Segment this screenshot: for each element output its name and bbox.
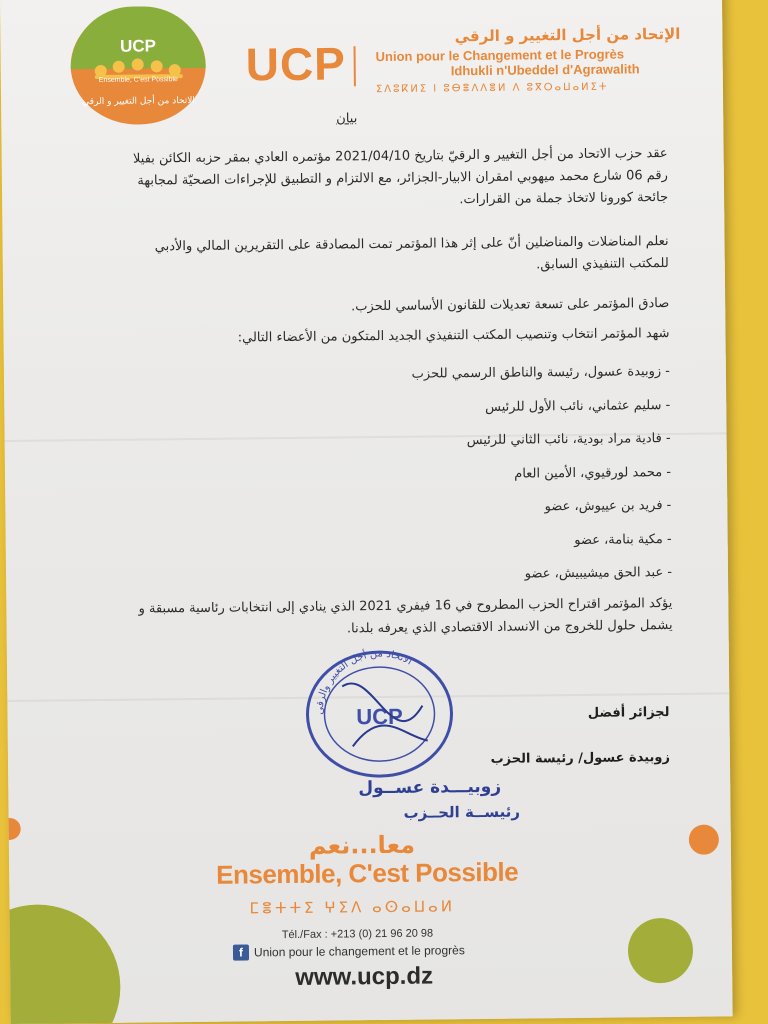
- green-circle-decoration: [0, 904, 121, 1024]
- org-name-french: Union pour le Changement et le Progrès: [375, 46, 625, 65]
- footer-phone: Tél./Fax : +213 (0) 21 96 20 98: [281, 927, 434, 942]
- orange-dot-decoration: [689, 825, 719, 855]
- footer-website[interactable]: www.ucp.dz: [295, 962, 434, 991]
- paragraph-1: [133, 143, 668, 215]
- org-name-kabyle: Idhukli n'Ubeddel d'Agrawalith: [450, 61, 640, 79]
- org-name-arabic: الإتحاد من أجل التغيير و الرقي: [454, 24, 681, 46]
- text-line: رقم 06 شارع محمد ميهوبي امقران الابيار-الجزائر، مع الالتزام و التطبيق للإجراءات الصحيّة لمجابهة: [137, 168, 668, 189]
- paragraph-4: شهد المؤتمر انتخاب وتنصيب المكتب التنفيذي الجديد المتكون من الأعضاء التالي:: [237, 326, 670, 346]
- list-item: - فريد بن عييوش، عضو: [544, 497, 672, 515]
- logo-people-icon: [70, 6, 206, 125]
- logo-motto: Ensemble, C'est Possible: [98, 76, 178, 84]
- text-line: عقد حزب الاتحاد من أجل التغيير و الرقيّ بتاريخ 2021/04/10 مؤتمره العادي بمقر حزبه الكائن بفيلا: [132, 146, 668, 167]
- official-stamp: [302, 645, 458, 782]
- footer-slogan-tifinagh: ⵎⴻⵜⵜⵉ ⵖⵉⴷ ⴰⵙⴰⵡⴰⵍ: [249, 897, 456, 918]
- orange-dot-decoration: [0, 818, 21, 840]
- list-item: - مكية بنامة، عضو: [574, 531, 672, 548]
- brand-divider: [354, 46, 356, 86]
- list-item: - فادية مراد بودية، نائب الثاني للرئيس: [466, 431, 671, 449]
- closing-line: لجزائر أفضل: [587, 705, 670, 721]
- footer-facebook[interactable]: Union pour le changement et le progrès: [253, 943, 465, 960]
- members-list: [411, 355, 672, 592]
- footer-slogan-arabic: معا...نعم: [308, 830, 416, 860]
- paragraph-5: [138, 593, 672, 643]
- paragraph-3: صادق المؤتمر على تسعة تعديلات للقانون الأساسي للحزب.: [351, 296, 670, 315]
- brand-wordmark: UCP: [245, 37, 347, 91]
- list-item: - عبد الحق ميشيبيش، عضو: [524, 564, 673, 582]
- handwritten-title: رئيســة الحــزب: [403, 802, 521, 822]
- handwritten-name: زوبيـــدة عســول: [358, 776, 502, 799]
- text-line: يشمل حلول للخروج من الانسداد الاقتصادي الذي يعرفه بلدنا.: [346, 617, 673, 637]
- document-title: بيان: [336, 111, 358, 127]
- logo-center-text: UCP: [119, 36, 157, 56]
- list-item: - سليم عثماني، نائب الأول للرئيس: [485, 397, 671, 415]
- stamp-center: UCP: [356, 703, 403, 730]
- logo-arabic-text: الاتحاد من أجل التغيير و الرقي: [82, 95, 195, 108]
- footer-slogan-french: Ensemble, C'est Possible: [216, 856, 519, 890]
- list-item: - محمد لورقيوي، الأمين العام: [514, 464, 672, 482]
- ucp-logo: [70, 6, 206, 125]
- green-dot-decoration: [628, 918, 694, 984]
- facebook-icon: f: [233, 944, 249, 960]
- text-line: نعلم المناضلات والمناضلين أنّ على إثر هذا المؤتمر تمت المصادقة على التقريرين المالي والأدبي: [154, 234, 669, 255]
- paragraph-2: [155, 231, 669, 280]
- list-item: - زوبيدة عسول، رئيسة والناطق الرسمي للحزب: [411, 364, 671, 382]
- signature-line: زوبيدة عسول/ رئيسة الحزب: [490, 750, 671, 767]
- org-name-tifinagh: ⵉⴷⵓⴽⵍⵉ ⵏ ⵓⴱⴻⴷⴷⴻⵍ ⴷ ⵓⴳⵔⴰⵡⴰⵍⵉⵜ: [375, 81, 609, 96]
- text-line: جائحة كورونا لاتخاذ جملة من القرارات.: [459, 190, 669, 208]
- stamp-text: الاتحاد من أجل التغيير والرقي: [314, 648, 414, 715]
- text-line: للمكتب التنفيذي السابق.: [536, 256, 669, 273]
- text-line: يؤكد المؤتمر اقتراح الحزب المطروح في 16 فيفري 2021 الذي ينادي إلى انتخابات رئاسية مسبقة و: [138, 595, 673, 617]
